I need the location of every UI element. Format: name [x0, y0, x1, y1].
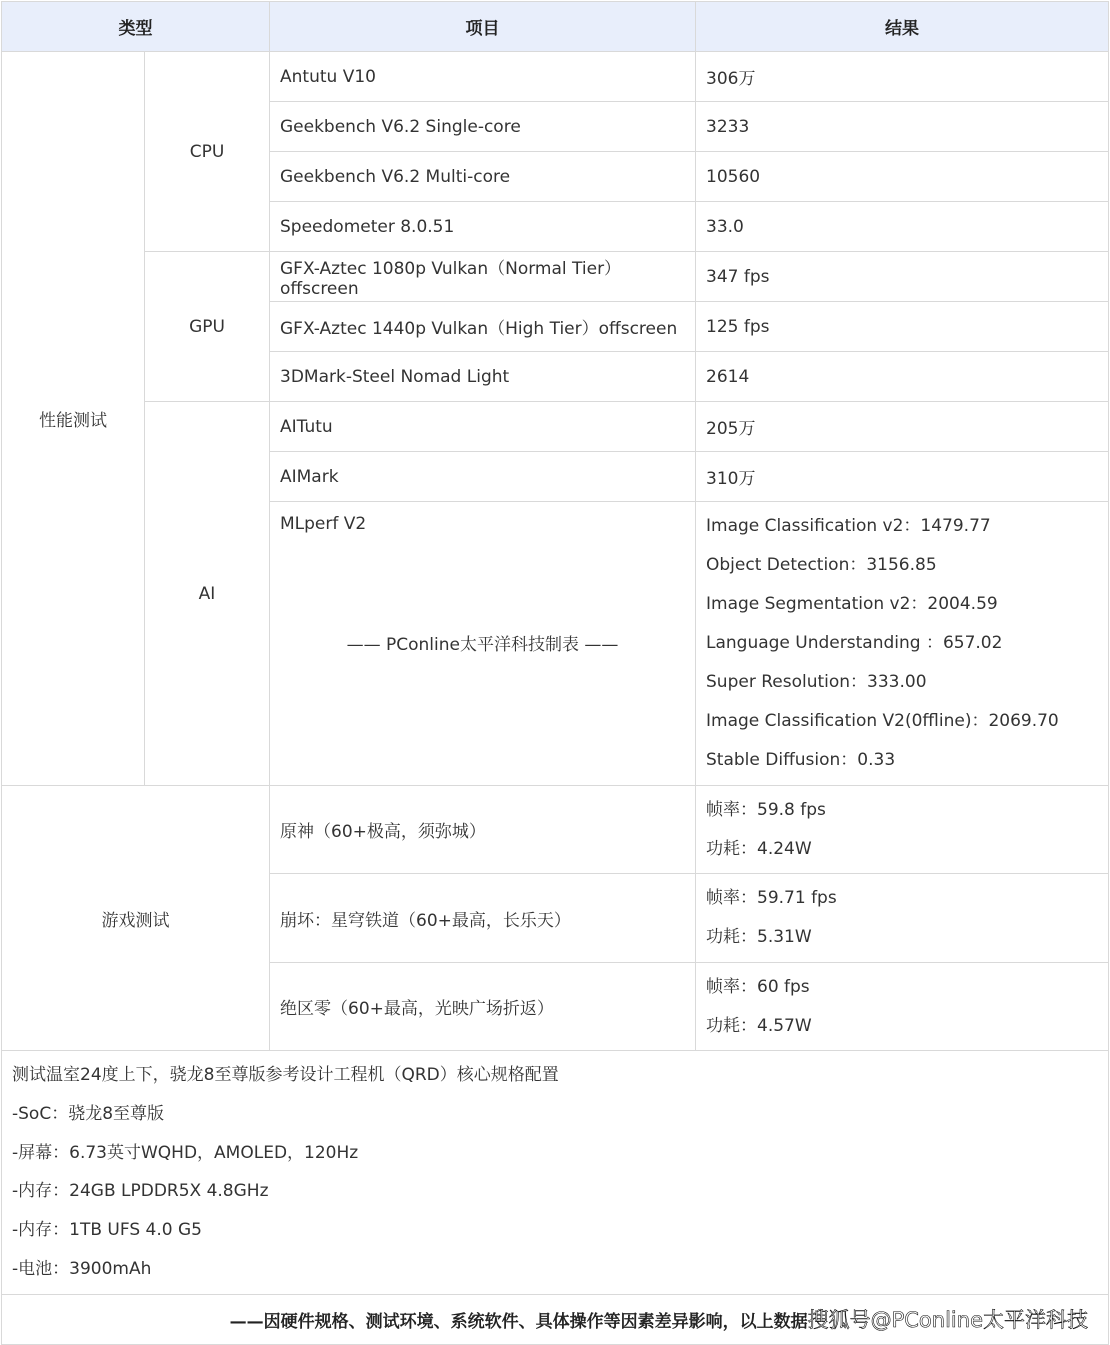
- game-result: [696, 874, 1109, 963]
- game-result: [696, 963, 1109, 1051]
- mlperf-item-cell: [270, 502, 696, 786]
- table-row: [2, 252, 1109, 302]
- table-credit: —— PConline太平洋科技制表 ——: [346, 635, 619, 655]
- note-line: 测试温室24度上下，骁龙8至尊版参考设计工程机（QRD）核心规格配置: [12, 1065, 559, 1085]
- header-type: 类型: [2, 2, 270, 52]
- item-cell: GFX-Aztec 1440p Vulkan（High Tier）offscreen: [270, 302, 696, 352]
- note-line: -电池：3900mAh: [12, 1258, 152, 1279]
- table-row: [2, 786, 1109, 874]
- item-cell: AIMark: [270, 452, 696, 502]
- watermark: 搜狐号@PConline太平洋科技: [807, 1308, 1088, 1333]
- category-performance: 性能测试: [2, 52, 145, 786]
- mlperf-title: MLperf V2: [280, 514, 367, 534]
- note-line: -内存：24GB LPDDR5X 4.8GHz: [12, 1181, 269, 1202]
- mlperf-result: Super Resolution：333.00: [706, 672, 927, 692]
- footer-cell: [2, 1294, 1109, 1344]
- item-cell: AITutu: [270, 402, 696, 452]
- mlperf-result: Language Understanding ：657.02: [706, 633, 1003, 653]
- item-cell: 3DMark-Steel Nomad Light: [270, 352, 696, 402]
- result-cell: 347 fps: [696, 252, 1109, 302]
- result-cell: 33.0: [696, 202, 1109, 252]
- benchmark-table: [1, 1, 1109, 1345]
- result-cell: 205万: [696, 402, 1109, 452]
- mlperf-result: Image Segmentation v2：2004.59: [706, 594, 998, 614]
- mlperf-result: Image Classification V2(0ffline)：2069.70: [706, 711, 1059, 731]
- item-cell: Antutu V10: [270, 52, 696, 102]
- result-cell: 2614: [696, 352, 1109, 402]
- mlperf-result: Object Detection：3156.85: [706, 555, 937, 575]
- item-cell: Speedometer 8.0.51: [270, 202, 696, 252]
- table-row: [2, 402, 1109, 452]
- fps-value: 帧率：60 fps: [706, 976, 810, 997]
- fps-value: 帧率：59.71 fps: [706, 888, 837, 908]
- notes-row: [2, 1051, 1109, 1295]
- result-cell: 310万: [696, 452, 1109, 502]
- note-line: -内存：1TB UFS 4.0 G5: [12, 1220, 202, 1241]
- result-cell: 306万: [696, 52, 1109, 102]
- mlperf-result: Stable Diffusion：0.33: [706, 750, 896, 770]
- note-line: -SoC：骁龙8至尊版: [12, 1103, 165, 1124]
- mlperf-results: [696, 502, 1109, 786]
- result-cell: 3233: [696, 102, 1109, 152]
- item-cell: 绝区零（60+最高，光映广场折返）: [270, 963, 696, 1051]
- header-result: 结果: [696, 2, 1109, 52]
- power-value: 功耗：4.24W: [706, 838, 812, 859]
- header-item: 项目: [270, 2, 696, 52]
- disclaimer: ——因硬件规格、测试环境、系统软件、具体操作等因素差异影响，以上数据: [229, 1312, 808, 1333]
- power-value: 功耗：5.31W: [706, 927, 812, 947]
- result-cell: 125 fps: [696, 302, 1109, 352]
- result-cell: 10560: [696, 152, 1109, 202]
- category-games: 游戏测试: [2, 786, 270, 1051]
- fps-value: 帧率：59.8 fps: [706, 799, 826, 820]
- power-value: 功耗：4.57W: [706, 1015, 812, 1036]
- game-result: [696, 786, 1109, 874]
- footer-row: [2, 1294, 1109, 1344]
- item-cell: 原神（60+极高，须弥城）: [270, 786, 696, 874]
- notes-cell: [2, 1051, 1109, 1295]
- subcategory-cpu: CPU: [145, 52, 270, 252]
- subcategory-ai: AI: [145, 402, 270, 786]
- item-cell: Geekbench V6.2 Single-core: [270, 102, 696, 152]
- header-row: [2, 2, 1109, 52]
- table-row: [2, 52, 1109, 102]
- item-cell: Geekbench V6.2 Multi-core: [270, 152, 696, 202]
- item-cell: GFX-Aztec 1080p Vulkan（Normal Tier）offscreen: [270, 252, 696, 302]
- mlperf-result: Image Classification v2：1479.77: [706, 516, 991, 536]
- note-line: -屏幕：6.73英寸WQHD，AMOLED，120Hz: [12, 1142, 359, 1163]
- item-cell: 崩坏：星穹铁道（60+最高，长乐天）: [270, 874, 696, 963]
- subcategory-gpu: GPU: [145, 252, 270, 402]
